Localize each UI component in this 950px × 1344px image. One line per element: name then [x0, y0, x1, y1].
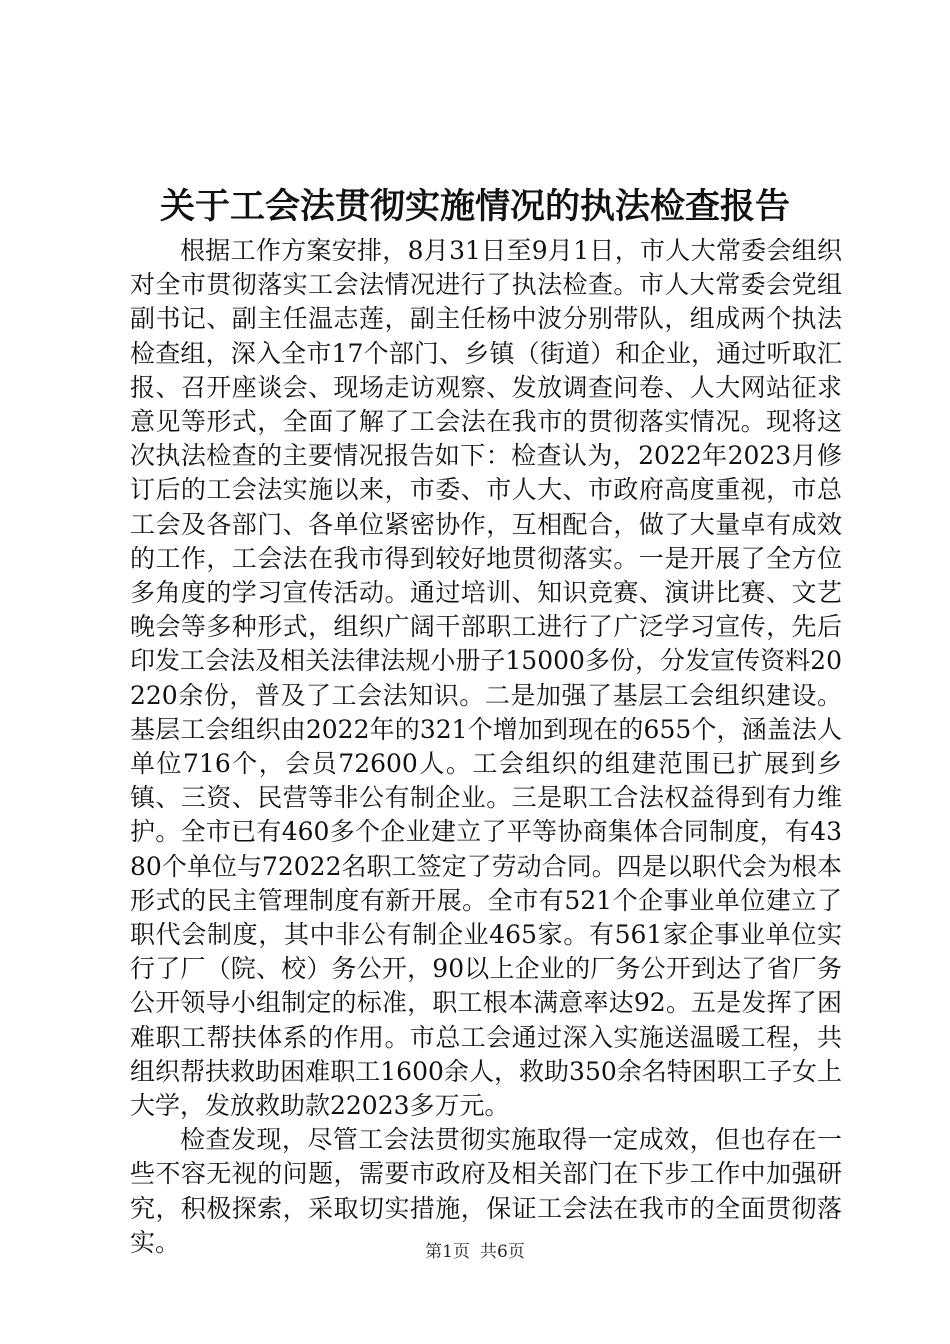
paragraph: 检查发现，尽管工会法贯彻实施取得一定成效，但也存在一些不容无视的问题，需要市政府及相关部门在下步工作中加强研究，积极探索，采取切实措施，保证工会法在我市的全面贯彻落实。	[130, 1125, 842, 1257]
paragraph: 根据工作方案安排，8月31日至9月1日，市人大常委会组织对全市贯彻落实工会法情况进行了执法检查。市人大常委会党组副书记、副主任温志莲，副主任杨中波分别带队，组成两个执法检查组，深入全市17个部门、乡镇（街道）和企业，通过听取汇报、召开座谈会、现场走访观察、发放调查问卷、人大网站征求意见等形式，全面了解了工会法在我市的贯彻落实情况。现将这次执法检查的主要情况报告如下：检查认为，2022年2023月修订后的工会法实施以来，市委、市人大、市政府高度重视，市总工会及各部门、各单位紧密协作，互相配合，做了大量卓有成效的工作，工会法在我市得到较好地贯彻落实。一是开展了全方位多角度的学习宣传活动。通过培训、知识竞赛、演讲比赛、文艺晚会等多种形式，组织广阔干部职工进行了广泛学习宣传，先后印发工会法及相关法律法规小册子15000多份，分发宣传资料20220余份，普及了工会法知识。二是加强了基层工会组织建设。基层工会组织由2022年的321个增加到现在的655个，涵盖法人单位716个，会员72600人。工会组织的组建范围已扩展到乡镇、三资、民营等非公有制企业。三是职工合法权益得到有力维护。全市已有460多个企业建立了平等协商集体合同制度，有4380个单位与72022名职工签定了劳动合同。四是以职代会为根本形式的民主管理制度有新开展。全市有521个企事业单位建立了职代会制度，其中非公有制企业465家。有561家企事业单位实行了厂（院、校）务公开，90以上企业的厂务公开到达了省厂务公开领导小组制定的标准，职工根本满意率达92。五是发挥了困难职工帮扶体系的作用。市总工会通过深入实施送温暖工程，共组织帮扶救助困难职工1600余人，救助350余名特困职工子女上大学，发放救助款22023多万元。	[130, 236, 842, 1121]
page-number: 第1页	[425, 1242, 470, 1262]
document-title: 关于工会法贯彻实施情况的执法检查报告	[159, 186, 790, 227]
page-total: 共6页	[480, 1242, 525, 1262]
page-footer	[0, 1240, 950, 1264]
document-body	[130, 234, 842, 1260]
